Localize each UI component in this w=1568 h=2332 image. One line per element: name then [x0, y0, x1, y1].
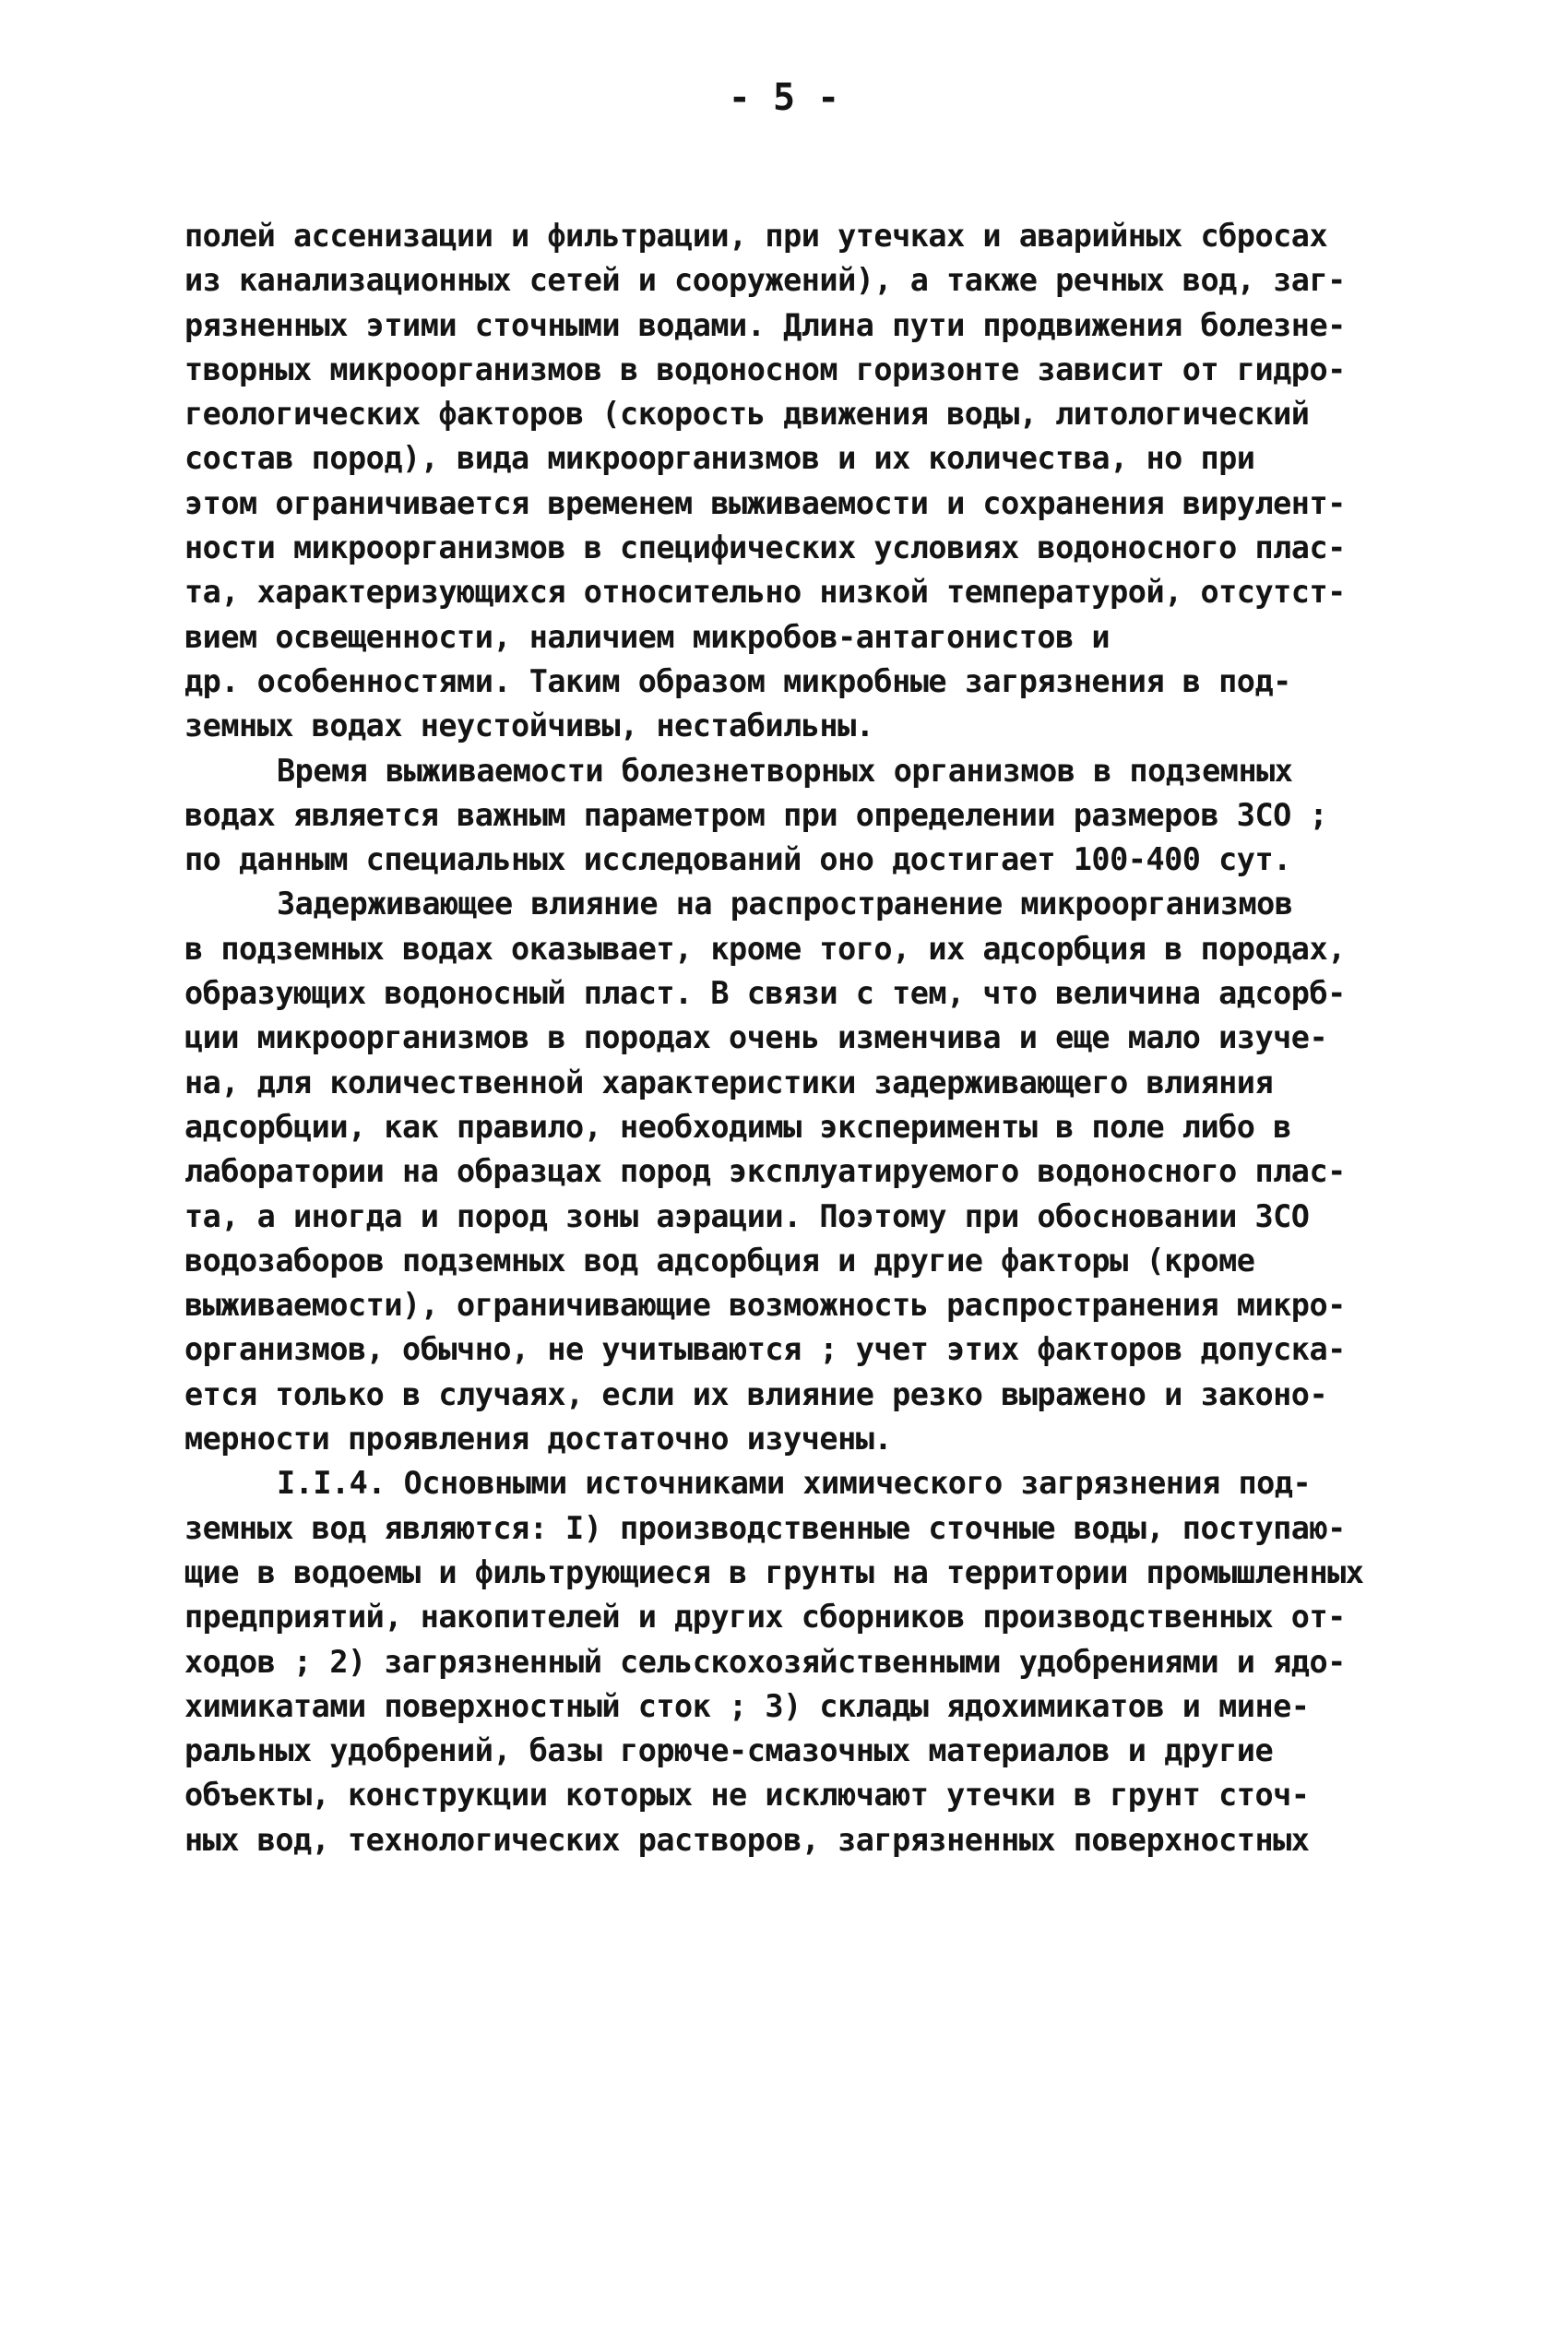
text-line: организмов, обычно, не учитываются ; учет этих факторов допускa-: [184, 1331, 1346, 1368]
text-line: образующих водоносный пласт. В связи с тем, что величина адсорб-: [184, 975, 1346, 1012]
text-line: ется только в случаях, если их влияние резко выражено и законо-: [184, 1375, 1328, 1412]
text-line: мерности проявления достаточно изучены.: [184, 1421, 893, 1458]
text-line: адсорбции, как правило, необходимы эксперименты в поле либо в: [184, 1108, 1291, 1145]
text-line: химикатами поверхностный сток ; 3) склады ядохимикатов и мине-: [184, 1687, 1310, 1724]
text-line: творных микроорганизмов в водоносном горизонте зависит от гидро-: [184, 351, 1346, 387]
text-line: геологических факторов (скорость движения воды, литологический: [184, 396, 1310, 433]
paragraph-3: [184, 882, 1346, 1461]
text-line: из канализационных сетей и сооружений), а также речных вод, заг-: [184, 262, 1346, 299]
text-line: I.I.4. Основными источниками химического загрязнения под-: [277, 1465, 1312, 1502]
text-line: та, а иногда и пород зоны аэрации. Поэтому при обосновании ЗСО: [184, 1197, 1310, 1234]
text-line: вием освещенности, наличием микробов-антагонистов и: [184, 618, 1111, 655]
text-line: в подземных водах оказывает, кроме того, их адсорбция в породах,: [184, 930, 1346, 967]
text-line: рязненных этими сточными водами. Длина пути продвижения болезне-: [184, 306, 1346, 343]
text-line: по данным специальных исследований оно достигает 100-400 сут.: [184, 841, 1291, 878]
body-text: [184, 214, 1364, 1862]
text-line: ходов ; 2) загрязненный сельскохозяйственными удобрениями и ядо-: [184, 1643, 1346, 1680]
text-line: состав пород), вида микроорганизмов и их количества, но при: [184, 440, 1255, 477]
text-line: ных вод, технологических растворов, загрязненных поверхностных: [184, 1821, 1310, 1858]
paragraph-2: [184, 749, 1337, 883]
text-line: Задерживающее влияние на распространение микроорганизмов: [277, 886, 1293, 922]
page-number: - 5 -: [728, 77, 840, 119]
text-line: этом ограничивается временем выживаемости и сохранения вирулент-: [184, 484, 1346, 521]
text-line: земных водах неустойчивы, нестабильны.: [184, 708, 874, 744]
text-line: щие в водоемы и фильтрующиеся в грунты на территории промышленных: [184, 1553, 1364, 1590]
text-line: та, характеризующихся относительно низкой температурой, отсутст-: [184, 574, 1346, 611]
text-line: ции микроорганизмов в породах очень изменчива и еще мало изуче-: [184, 1019, 1328, 1056]
text-line: предприятий, накопителей и других сборников производственных от-: [184, 1599, 1346, 1636]
text-line: полей ассенизации и фильтрации, при утечках и аварийных сбросах: [184, 218, 1328, 254]
text-line: земных вод являются: I) производственные сточные воды, поступаю-: [184, 1509, 1346, 1546]
text-line: выживаемости), ограничивающие возможность распространения микро-: [184, 1287, 1346, 1324]
text-line: Время выживаемости болезнетворных организмов в подземных: [277, 752, 1293, 789]
text-line: др. особенностями. Таким образом микробные загрязнения в под-: [184, 662, 1291, 699]
text-line: водозаборов подземных вод адсорбция и другие факторы (кроме: [184, 1242, 1255, 1279]
text-line: объекты, конструкции которых не исключают утечки в грунт сточ-: [184, 1777, 1310, 1814]
text-line: водах является важным параметром при определении размеров ЗСО ;: [184, 796, 1328, 833]
text-line: ральных удобрений, базы горюче-смазочных материалов и другие: [184, 1732, 1274, 1769]
paragraph-1: [184, 214, 1346, 749]
text-line: на, для количественной характеристики задерживающего влияния: [184, 1064, 1274, 1101]
paragraph-4: [184, 1461, 1364, 1862]
text-line: лаборатории на образцах пород эксплуатируемого водоносного плас-: [184, 1153, 1346, 1190]
text-line: ности микроорганизмов в специфических условиях водоносного плас-: [184, 529, 1346, 566]
